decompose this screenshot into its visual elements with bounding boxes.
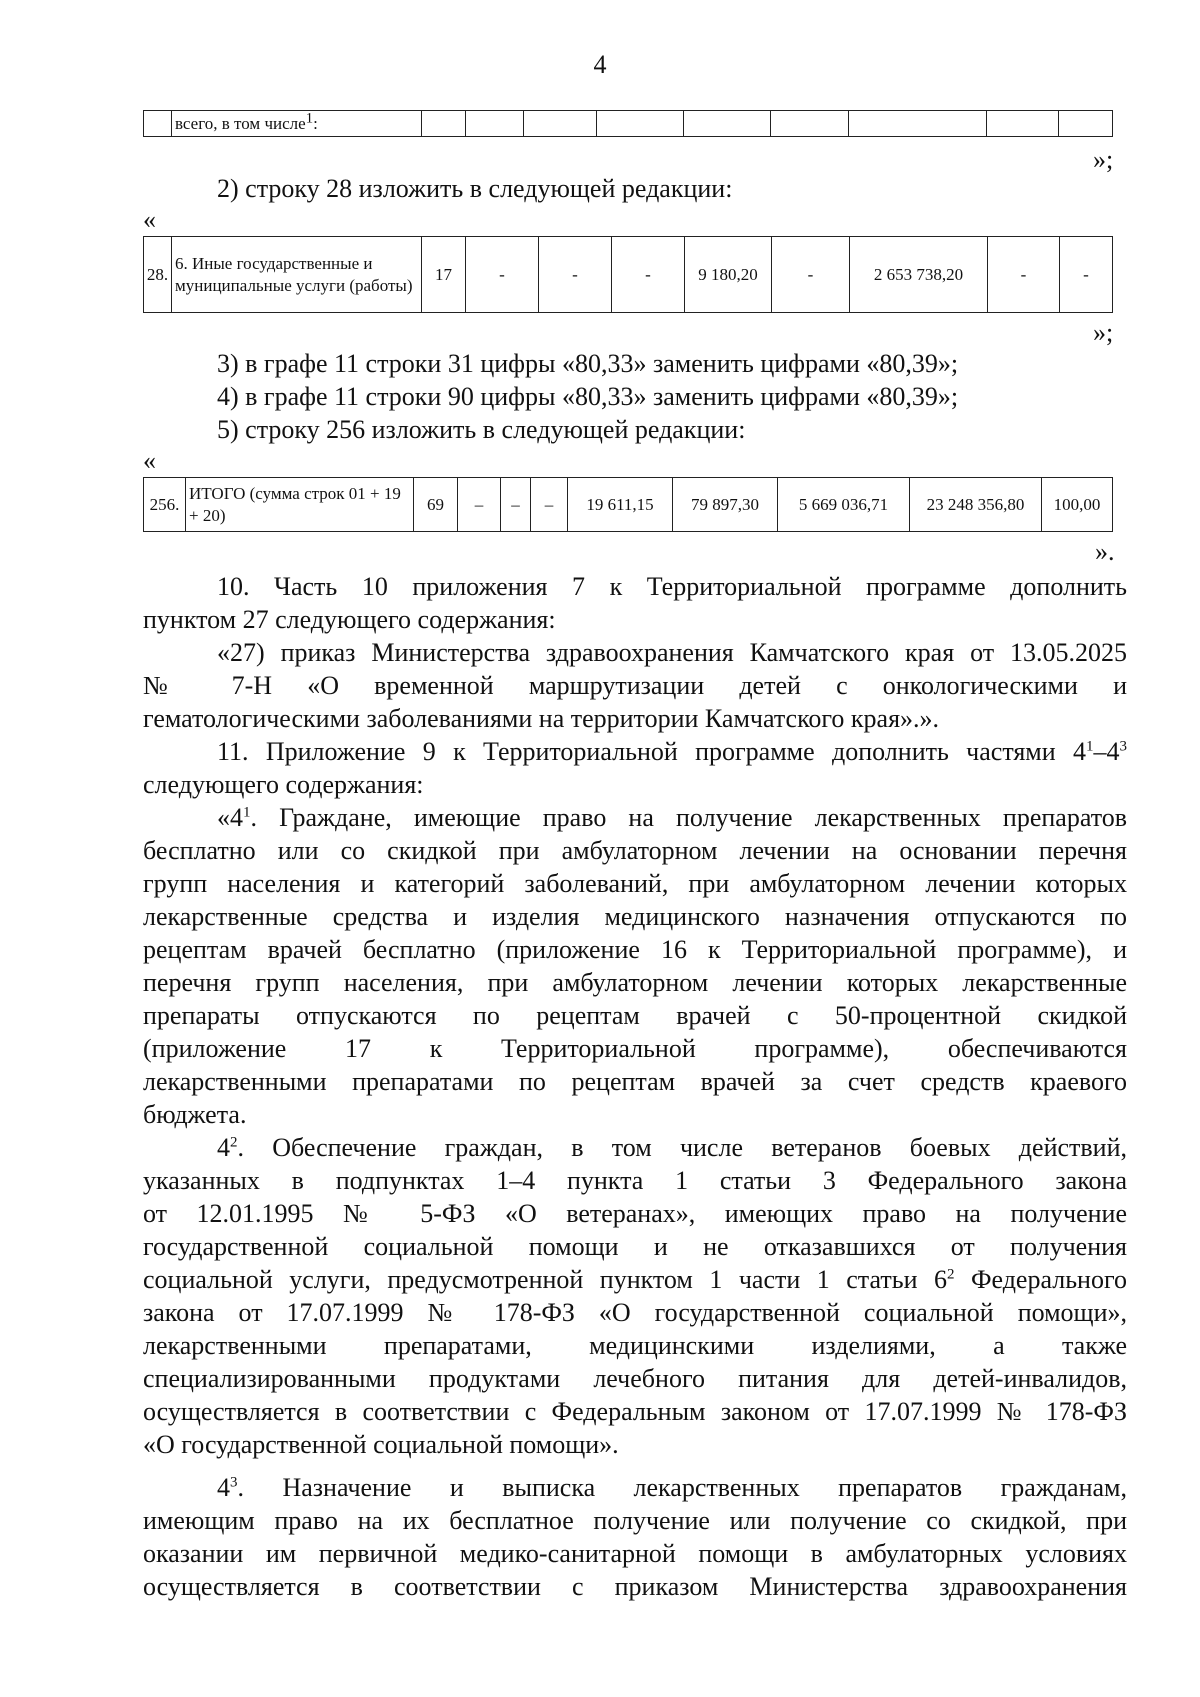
part-4-1-line: рецептам врачей бесплатно (приложение 16 к Территориальной программе), и [143,935,1127,964]
part-4-1-line: лекарственными препаратами по рецептам врачей за счет средств краевого [143,1067,1127,1096]
table-cell: - [612,237,685,313]
part-4-3-line: оказании им первичной медико-санитарной помощи в амбулаторных условиях [143,1539,1127,1568]
part-4-1-line: лекарственные средства и изделия медицинского назначения отпускаются по [143,902,1127,931]
table-cell-label: 6. Иные государственные и муниципальные услуги (работы) [172,237,422,313]
part-4-2-line: указанных в подпунктах 1–4 пункта 1 статьи 3 Федерального закона [143,1166,1127,1195]
table-row-28 [143,236,1113,313]
part-4-1-line: групп населения и категорий заболеваний, при амбулаторном лечении которых [143,869,1127,898]
table-cell: – [501,478,531,532]
table-row [144,237,1113,313]
paragraph-10-line: гематологическими заболеваниями на территории Камчатского края».». [143,704,940,733]
table-cell: 23 248 356,80 [910,478,1042,532]
part-4-3-line: имеющим право на их бесплатное получение или получение со скидкой, при [143,1506,1127,1535]
part-4-1-line: бесплатно или со скидкой при амбулаторном лечении на основании перечня [143,836,1127,865]
table-cell: – [458,478,501,532]
table-cell: 9 180,20 [685,237,772,313]
table-cell: - [772,237,850,313]
table-cell: - [988,237,1060,313]
part-4-3-line: $4^3$. Назначение и выписка лекарственных препаратов гражданам, [217,1473,1127,1502]
part-4-2-line: осуществляется в соответствии с Федеральным законом от 17.07.1999 № 178-ФЗ [143,1397,1127,1426]
table-row-256 [143,477,1113,532]
item-3: 3) в графе 11 строки 31 цифры «80,33» заменить цифрами «80,39»; [217,349,959,378]
page-number: 4 [593,50,607,79]
item-4: 4) в графе 11 строки 90 цифры «80,33» заменить цифрами «80,39»; [217,382,959,411]
closing-quote: »; [1093,145,1114,174]
part-4-2-line: социальной услуги, предусмотренной пунктом 1 части 1 статьи $6^2$ Федерального [143,1265,1127,1294]
table-cell [987,111,1059,137]
closing-quote: ». [1095,537,1115,566]
part-4-1-line: перечня групп населения, при амбулаторном лечении которых лекарственные [143,968,1127,997]
paragraph-11-line: 11. Приложение 9 к Территориальной программе дополнить частями $4^1-4^3$ [217,737,1127,766]
table-cell [422,111,466,137]
part-4-2-line: лекарственными препаратами, медицинскими изделиями, а также [143,1331,1127,1360]
table-cell: - [539,237,612,313]
part-4-1-line: бюджета. [143,1100,247,1129]
table-cell-row-number: 28. [144,237,172,313]
part-4-1-line: (приложение 17 к Территориальной программе), обеспечиваются [143,1034,1127,1063]
table-cell: – [531,478,568,532]
table-cell [597,111,684,137]
table-top-fragment [143,110,1113,137]
table-cell: 69 [414,478,458,532]
table-cell-label: всего, в том числе$^1$: [172,111,422,137]
table-row [144,111,1113,137]
table-cell [849,111,987,137]
part-4-1-line: «$4^1$. Граждане, имеющие право на получение лекарственных препаратов [217,803,1127,832]
part-4-2-line: специализированными продуктами лечебного питания для детей-инвалидов, [143,1364,1127,1393]
table-cell [684,111,771,137]
paragraph-10-line: пунктом 27 следующего содержания: [143,605,556,634]
opening-quote: « [143,446,156,475]
table-cell: - [1060,237,1113,313]
paragraph-10-line: № 7-Н «О временной маршрутизации детей с онкологическими и [143,671,1127,700]
table-cell: 17 [422,237,466,313]
table-cell-row-number: 256. [144,478,186,532]
part-4-2-line: закона от 17.07.1999 № 178-ФЗ «О государственной социальной помощи», [143,1298,1127,1327]
table-cell: 19 611,15 [568,478,673,532]
table-cell: - [466,237,539,313]
table-cell [466,111,524,137]
part-4-2-line: государственной социальной помощи и не отказавшихся от получения [143,1232,1127,1261]
part-4-2-line: $4^2$. Обеспечение граждан, в том числе ветеранов боевых действий, [217,1133,1127,1162]
footnote-mark: 1 [305,110,314,126]
item-2: 2) строку 28 изложить в следующей редакции: [217,174,733,203]
table-cell [524,111,597,137]
table-cell: 79 897,30 [673,478,778,532]
table-cell: 2 653 738,20 [850,237,988,313]
table-cell [144,111,172,137]
paragraph-11-line: следующего содержания: [143,770,424,799]
table-cell [771,111,849,137]
table-cell: 5 669 036,71 [778,478,910,532]
table-row [144,478,1113,532]
part-4-2-line: от 12.01.1995 № 5-ФЗ «О ветеранах», имеющих право на получение [143,1199,1127,1228]
closing-quote: »; [1093,318,1114,347]
paragraph-10-line: «27) приказ Министерства здравоохранения Камчатского края от 13.05.2025 [217,638,1127,667]
table-cell-label: ИТОГО (сумма строк 01 + 19 + 20) [186,478,414,532]
part-4-3-line: осуществляется в соответствии с приказом Министерства здравоохранения [143,1572,1127,1601]
part-4-2-line: «О государственной социальной помощи». [143,1430,619,1459]
opening-quote: « [143,205,156,234]
table-cell: 100,00 [1042,478,1113,532]
paragraph-10-line: 10. Часть 10 приложения 7 к Территориальной программе дополнить [217,572,1127,601]
table-cell [1059,111,1113,137]
part-4-1-line: препараты отпускаются по рецептам врачей с 50-процентной скидкой [143,1001,1127,1030]
item-5: 5) строку 256 изложить в следующей редакции: [217,415,746,444]
